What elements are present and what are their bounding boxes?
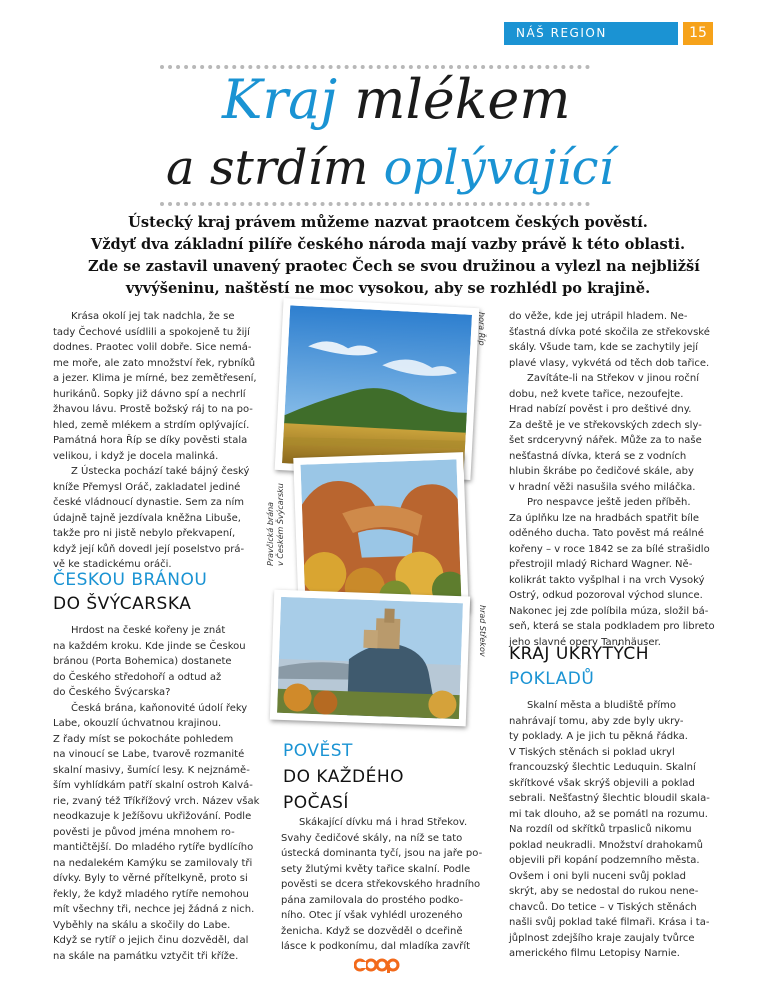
text-line: plavé vlasy, vykvétá od těch dob tařice. xyxy=(509,357,710,369)
text-line: Vyběhly na skálu a skočily do Labe. xyxy=(53,919,231,931)
text-line: francouzský šlechtic Leduquin. Skalní xyxy=(509,762,696,773)
text-line: skalní masivy, šumící lesy. K nejznámě- xyxy=(53,764,250,776)
text-line: Když se rytíř o jejich činu dozvěděl, dal xyxy=(53,935,249,946)
text-line: Ostrý, odkud pozoroval východ slunce. xyxy=(509,590,703,601)
text-line: když její kůň dovedl její poselstvo prá- xyxy=(53,543,245,555)
text-line: Za úplňku lze na hradbách spatřit bíle xyxy=(509,512,700,524)
text-line: Pro nespavce ještě jeden příběh. xyxy=(527,497,691,508)
caption-hrad-strekov: hrad Střekov xyxy=(478,605,487,657)
heading-line: KRAJ UKRYTÝCH xyxy=(509,644,650,664)
text-line: sety žlutými květy tařice skalní. Podle xyxy=(281,863,471,875)
text-line: šťastná dívka poté skočila ze střekovské xyxy=(509,326,710,338)
lead-line: Zde se zastavil unavený praotec Čech se svou družinou a vylezl na nejbližší xyxy=(88,258,700,275)
text-line: Hrad nabízí pověst i pro deštivé dny. xyxy=(509,404,692,415)
text-line: bránou (Porta Bohemica) dostanete xyxy=(53,656,232,667)
heading-line: POVĚST xyxy=(283,741,353,761)
text-line: hurikánů. Sopky již dávno spí a nechrlí xyxy=(53,388,246,400)
text-line: dodnes. Praotec volil dobře. Sice nemá- xyxy=(53,342,252,353)
page-number: 15 xyxy=(683,22,713,45)
text-line: kníže Přemysl Oráč, zakladatel jediné xyxy=(53,481,241,493)
text-line: Za deště je ve střekovských zdech sly- xyxy=(509,419,702,431)
text-line: poklad neukradli. Množství drahokamů xyxy=(509,839,704,851)
text-line: velikou, i když je docela malinká. xyxy=(53,450,219,462)
heading-line: ČESKOU BRÁNOU xyxy=(53,570,208,590)
text-line: V Tiských stěnách si poklad ukryl xyxy=(509,746,675,758)
title-line-2 xyxy=(166,140,614,196)
column-2-text xyxy=(281,815,481,955)
text-line: nahrávají tomu, aby zde byly ukry- xyxy=(509,715,684,727)
text-line: nešťastná dívka, která se z vodních xyxy=(509,450,687,462)
title-word-mlekem: mlékem xyxy=(337,68,571,131)
text-line: pověsti se dcera střekovského hradního xyxy=(281,879,481,890)
text-line: dívky. Byly to věrné přítelkyně, proto si xyxy=(53,873,248,884)
text-line: Památná hora Říp se díky pověsti stala xyxy=(53,435,248,446)
text-line: hled, země mlékem a strdím oplývající. xyxy=(53,419,250,431)
column-1-text xyxy=(53,309,283,573)
text-line: kořeny – v roce 1842 se za bílé strašidlo xyxy=(509,543,710,555)
text-line: rie, zvaný též Tříkřížový vrch. Název však xyxy=(53,795,260,807)
caption-hora-rip: hora Říp xyxy=(477,312,486,346)
text-line: seň, která se stala podkladem pro libreto xyxy=(509,621,715,632)
text-line: Krása okolí jej tak nadchla, že se xyxy=(71,311,235,322)
lead-line: Vždyť dva základní pilíře českého národa mají vazby právě k této oblasti. xyxy=(90,236,686,253)
text-line: kolikrát takto vyšplhal i na vrch Vysoký xyxy=(509,574,705,586)
caption-line: Pravčická brána xyxy=(266,501,275,566)
divider-bottom xyxy=(160,202,590,206)
text-line: našli svůj poklad také filmaři. Krása i ta- xyxy=(509,917,710,928)
heading-kraj-ukrytych-pokladu xyxy=(509,642,649,692)
text-line: jůplnost zdejšího kraje zaujaly tvůrce xyxy=(509,932,695,944)
text-line: Nakonec jej zde políbila múza, složil bá- xyxy=(509,605,709,617)
text-line: české vládnoucí dynastie. Sem za ním xyxy=(53,497,245,508)
heading-line: POČASÍ xyxy=(283,793,349,813)
text-line: na vinoucí se Labe, tvarově rozmanité xyxy=(53,749,245,760)
heading-line: DO KAŽDÉHO xyxy=(283,767,404,787)
text-line: me moře, ale zato množství řek, rybníků xyxy=(53,357,256,369)
text-line: Z řady míst se pokocháte pohledem xyxy=(53,733,234,745)
text-line: Česká brána, kaňonovité údolí řeky xyxy=(71,702,248,714)
coop-logo xyxy=(354,957,400,973)
text-line: ty poklady. A je jich tu pěkná řádka. xyxy=(509,731,688,742)
text-line: v hradní věži nasušila svého miláčka. xyxy=(509,481,696,493)
column-1-text-bottom xyxy=(53,623,283,964)
text-line: vě ke stadickému oráči. xyxy=(53,559,172,570)
lead-line: Ústecký kraj právem můžeme nazvat praotcem českých pověstí. xyxy=(128,214,648,231)
text-line: ního. Otec jí však vyhlédl urozeného xyxy=(281,910,463,921)
text-line: chavců. Do tetice – v Tiských stěnách xyxy=(509,901,697,913)
text-line: na každém kroku. Kde jinde se Českou xyxy=(53,640,246,652)
text-line: ším vyhlídkám patří skalní ostroh Kalvá- xyxy=(53,780,253,791)
text-line: neodkazuje k Ježíšovu ukřižování. Podle xyxy=(53,811,252,822)
text-line: Skákající dívku má i hrad Střekov. xyxy=(299,817,468,828)
text-line: amerického filmu Letopisy Narnie. xyxy=(509,948,680,959)
text-line: tady Čechové usídlili a spokojeně tu žijí xyxy=(53,326,250,338)
heading-ceskou-branou xyxy=(53,568,207,616)
title-line-1 xyxy=(222,68,571,131)
text-line: a jezer. Klima je mírné, bez zemětřesení, xyxy=(53,373,257,384)
text-line: objevili při kopání podzemního města. xyxy=(509,855,700,866)
text-line: Labe, okouzlí úchvatnou krajinou. xyxy=(53,718,222,729)
text-line: na skále na památku vztyčit tři kříže. xyxy=(53,950,239,962)
title-word-strdim: a strdím xyxy=(166,140,384,196)
text-line: takže pro ni jistě nebylo překvapení, xyxy=(53,528,236,539)
title-word-kraj: Kraj xyxy=(222,68,338,131)
text-line: hlubin škrábe po čedičové skále, aby xyxy=(509,466,694,477)
caption-line: v Českém Švýcarsku xyxy=(276,483,285,566)
text-line: skály. Všude tam, kde se zachytily její xyxy=(509,342,698,353)
text-line: jeho slavné opery Tannhäuser. xyxy=(509,636,661,648)
heading-line: DO ŠVÝCARSKA xyxy=(53,594,192,614)
text-line: do Českého středohoří a odtud až xyxy=(53,671,222,683)
text-line: do Českého Švýcarska? xyxy=(53,687,171,698)
photo-hrad-strekov xyxy=(270,590,470,727)
lead-paragraph xyxy=(88,212,700,300)
section-label: NÁŠ REGION xyxy=(516,26,607,40)
caption-pravcicka-brana xyxy=(266,483,286,566)
text-line: do věže, kde jej utrápil hladem. Ne- xyxy=(509,311,688,322)
text-line: Ovšem i oni byli nuceni svůj poklad xyxy=(509,870,686,882)
text-line: sebrali. Nešťastný šlechtic bloudil skala- xyxy=(509,793,710,804)
text-line: Zavítáte-li na Střekov v jinou roční xyxy=(527,373,699,384)
text-line: skřítkové však skrýš objevili a poklad xyxy=(509,777,695,789)
lead-line: vyvýšeninu, naštěstí ne moc vysokou, aby se rozhlédl po krajině. xyxy=(125,280,651,297)
text-line: žhavou lávu. Prostě božský ráj to na po- xyxy=(53,404,253,415)
text-line: Skalní města a bludiště přímo xyxy=(527,700,676,711)
text-line: Hrdost na české kořeny je znát xyxy=(71,625,226,636)
text-line: mantičtější. Do mladého rytíře bydlícího xyxy=(53,842,254,853)
text-line: ženicha. Když se dozvěděl o dceřině xyxy=(281,925,463,937)
text-line: pověsti je původ jména mnohem ro- xyxy=(53,826,235,838)
text-line: na nedalekém Kamýku se zamilovaly tři xyxy=(53,857,253,869)
heading-povest xyxy=(283,738,404,816)
text-line: skrýt, aby se nedostal do rukou nene- xyxy=(509,886,699,897)
text-line: mi tak dlouho, až se pomátl na rozumu. xyxy=(509,808,708,820)
text-line: řekly, že když mladého rytíře nemohou xyxy=(53,888,249,900)
text-line: Svahy čedičové skály, na níž se tato xyxy=(281,832,463,844)
text-line: údajně tajně jezdívala kněžna Libuše, xyxy=(53,512,241,524)
text-line: přestrojil mladý Richard Wagner. Ně- xyxy=(509,559,693,570)
text-line: dobu, než kvete tařice, nezoufejte. xyxy=(509,388,684,400)
text-line: oděného ducha. Tato pověst má reálné xyxy=(509,528,704,539)
text-line: Na rozdíl od skřítků trpasliců nikomu xyxy=(509,824,692,835)
column-3-text xyxy=(509,309,719,650)
text-line: lásce k podkonímu, dal mladíka zavřít xyxy=(281,941,471,952)
text-line: šet srdceryvný nářek. Může za to naše xyxy=(509,435,702,446)
heading-line: POKLADŮ xyxy=(509,669,595,689)
text-line: mít všechny tři, nechce jej žádná z nich. xyxy=(53,904,255,915)
text-line: ústecká dominanta tyčí, jsou na jaře po- xyxy=(281,848,483,859)
text-line: pána zamilovala do prostého podko- xyxy=(281,894,464,906)
column-3-text-bottom xyxy=(509,698,719,962)
text-line: Z Ústecka pochází také bájný český xyxy=(71,466,250,477)
section-header xyxy=(504,22,678,45)
title-word-oplyvajici: oplývající xyxy=(383,140,614,196)
